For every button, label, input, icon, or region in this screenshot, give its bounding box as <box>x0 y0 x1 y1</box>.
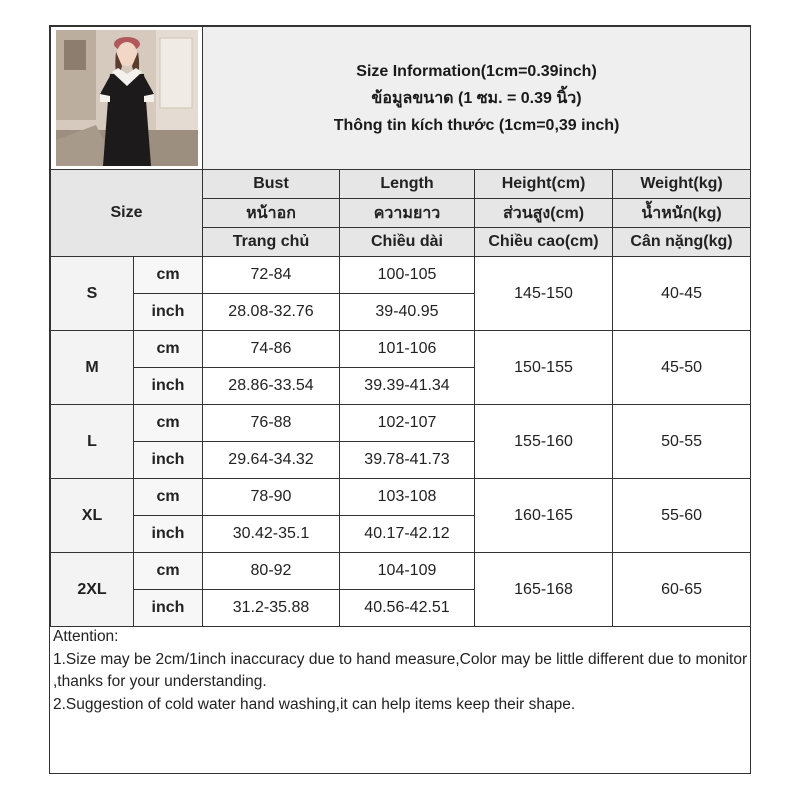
table-row <box>51 257 751 294</box>
bust-cm: 80-92 <box>203 553 340 590</box>
length-inch: 39-40.95 <box>340 294 475 331</box>
unit-inch: inch <box>134 368 203 405</box>
size-name: S <box>51 257 134 331</box>
bust-header-en: Bust <box>203 170 340 199</box>
weight-header-vi: Cân nặng(kg) <box>613 228 751 257</box>
bust-cm: 72-84 <box>203 257 340 294</box>
length-header-en: Length <box>340 170 475 199</box>
weight-value: 45-50 <box>613 331 751 405</box>
length-inch: 39.78-41.73 <box>340 442 475 479</box>
weight-header-en: Weight(kg) <box>613 170 751 199</box>
length-inch: 39.39-41.34 <box>340 368 475 405</box>
length-cm: 101-106 <box>340 331 475 368</box>
model-photo-icon <box>56 30 198 166</box>
unit-inch: inch <box>134 516 203 553</box>
title-en: Size Information(1cm=0.39inch) <box>356 62 597 80</box>
bust-inch: 28.86-33.54 <box>203 368 340 405</box>
height-header-en: Height(cm) <box>475 170 613 199</box>
weight-header-th: น้ำหนัก(kg) <box>613 199 751 228</box>
length-inch: 40.17-42.12 <box>340 516 475 553</box>
attention-title: Attention: <box>53 628 119 645</box>
size-name: M <box>51 331 134 405</box>
size-column-header: Size <box>51 170 203 257</box>
unit-inch: inch <box>134 442 203 479</box>
weight-value: 60-65 <box>613 553 751 627</box>
unit-cm: cm <box>134 479 203 516</box>
length-cm: 102-107 <box>340 405 475 442</box>
bust-cm: 74-86 <box>203 331 340 368</box>
title-vi: Thông tin kích thước (1cm=0,39 inch) <box>333 116 620 134</box>
unit-inch: inch <box>134 590 203 627</box>
bust-header-th: หน้าอก <box>203 199 340 228</box>
table-row <box>51 405 751 442</box>
size-table <box>50 26 751 627</box>
bust-cm: 78-90 <box>203 479 340 516</box>
unit-cm: cm <box>134 553 203 590</box>
length-cm: 104-109 <box>340 553 475 590</box>
attention-notes <box>53 626 749 716</box>
length-header-vi: Chiều dài <box>340 228 475 257</box>
length-header-th: ความยาว <box>340 199 475 228</box>
attention-line-2: 2.Suggestion of cold water hand washing,it can help items keep their shape. <box>53 695 576 713</box>
length-cm: 100-105 <box>340 257 475 294</box>
weight-value: 55-60 <box>613 479 751 553</box>
weight-value: 40-45 <box>613 257 751 331</box>
height-value: 150-155 <box>475 331 613 405</box>
bust-inch: 28.08-32.76 <box>203 294 340 331</box>
title-th: ข้อมูลขนาด (1 ซม. = 0.39 นิ้ว) <box>371 89 582 107</box>
height-value: 155-160 <box>475 405 613 479</box>
bust-inch: 31.2-35.88 <box>203 590 340 627</box>
length-cm: 103-108 <box>340 479 475 516</box>
model-photo-cell <box>51 27 203 170</box>
unit-cm: cm <box>134 331 203 368</box>
unit-cm: cm <box>134 257 203 294</box>
model-photo <box>56 30 198 166</box>
length-inch: 40.56-42.51 <box>340 590 475 627</box>
height-header-vi: Chiều cao(cm) <box>475 228 613 257</box>
bust-inch: 30.42-35.1 <box>203 516 340 553</box>
table-row <box>51 331 751 368</box>
unit-cm: cm <box>134 405 203 442</box>
size-name: 2XL <box>51 553 134 627</box>
table-row <box>51 553 751 590</box>
height-value: 165-168 <box>475 553 613 627</box>
size-info-header <box>203 27 751 170</box>
height-value: 145-150 <box>475 257 613 331</box>
height-header-th: ส่วนสูง(cm) <box>475 199 613 228</box>
weight-value: 50-55 <box>613 405 751 479</box>
height-value: 160-165 <box>475 479 613 553</box>
attention-line-1: 1.Size may be 2cm/1inch inaccuracy due to hand measure,Color may be little different due to monitor ,thanks for your understanding. <box>53 650 748 690</box>
size-chart-sheet <box>49 25 751 774</box>
bust-header-vi: Trang chủ <box>203 228 340 257</box>
unit-inch: inch <box>134 294 203 331</box>
bust-inch: 29.64-34.32 <box>203 442 340 479</box>
bust-cm: 76-88 <box>203 405 340 442</box>
size-name: L <box>51 405 134 479</box>
size-name: XL <box>51 479 134 553</box>
table-row <box>51 479 751 516</box>
